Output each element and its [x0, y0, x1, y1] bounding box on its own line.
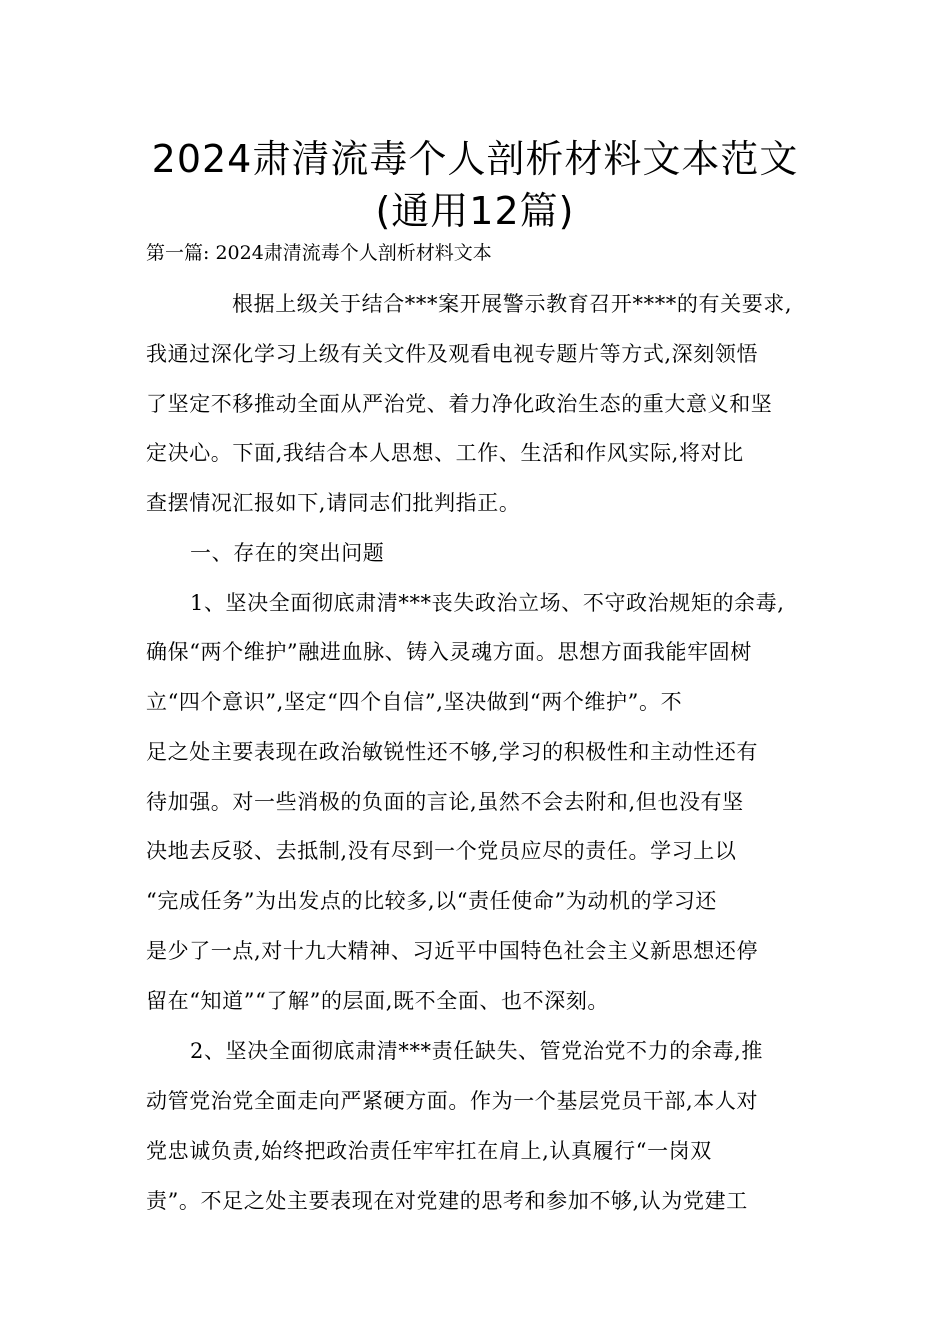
body-text-line: 定决心。下面,我结合本人思想、工作、生活和作风实际,将对比: [146, 441, 744, 465]
body-text-line: 2、坚决全面彻底肃清***责任缺失、管党治党不力的余毒,推: [190, 1039, 763, 1063]
body-text-line: 根据上级关于结合***案开展警示教育召开****的有关要求,: [232, 292, 793, 316]
body-text-line: 决地去反驳、去抵制,没有尽到一个党员应尽的责任。学习上以: [146, 839, 737, 863]
body-text-line: “完成任务”为出发点的比较多,以“责任使命”为动机的学习还: [146, 889, 718, 913]
body-text-line: 了坚定不移推动全面从严治党、着力净化政治生态的重大意义和坚: [146, 392, 773, 416]
document-title-line-2: (通用12篇): [375, 189, 575, 233]
body-text-line: 确保“两个维护”融进血脉、铸入灵魂方面。思想方面我能牢固树: [146, 640, 752, 664]
section-heading: 一、存在的突出问题: [190, 541, 385, 565]
body-text-line: 责”。不足之处主要表现在对党建的思考和参加不够,认为党建工: [146, 1189, 748, 1213]
body-text-line: 动管党治党全面走向严紧硬方面。作为一个基层党员干部,本人对: [146, 1089, 759, 1113]
body-text-line: 查摆情况汇报如下,请同志们批判指正。: [146, 491, 521, 515]
section-subtitle: 第一篇: 2024肃清流毒个人剖析材料文本: [146, 242, 492, 264]
body-text-line: 留在“知道”“了解”的层面,既不全面、也不深刻。: [146, 989, 610, 1013]
body-text-line: 我通过深化学习上级有关文件及观看电视专题片等方式,深刻领悟: [146, 342, 759, 366]
body-text-line: 党忠诚负责,始终把政治责任牢牢扛在肩上,认真履行“一岗双: [146, 1139, 712, 1163]
body-text-line: 是少了一点,对十九大精神、习近平中国特色社会主义新思想还停: [146, 939, 759, 963]
body-text-line: 足之处主要表现在政治敏锐性还不够,学习的积极性和主动性还有: [146, 740, 759, 764]
body-text-line: 1、坚决全面彻底肃清***丧失政治立场、不守政治规矩的余毒,: [190, 591, 785, 615]
document-title-line-1: 2024肃清流毒个人剖析材料文本范文: [151, 137, 799, 181]
body-text-line: 待加强。对一些消极的负面的言论,虽然不会去附和,但也没有坚: [146, 790, 744, 814]
body-text-line: 立“四个意识”,坚定“四个自信”,坚决做到“两个维护”。不: [146, 690, 683, 714]
